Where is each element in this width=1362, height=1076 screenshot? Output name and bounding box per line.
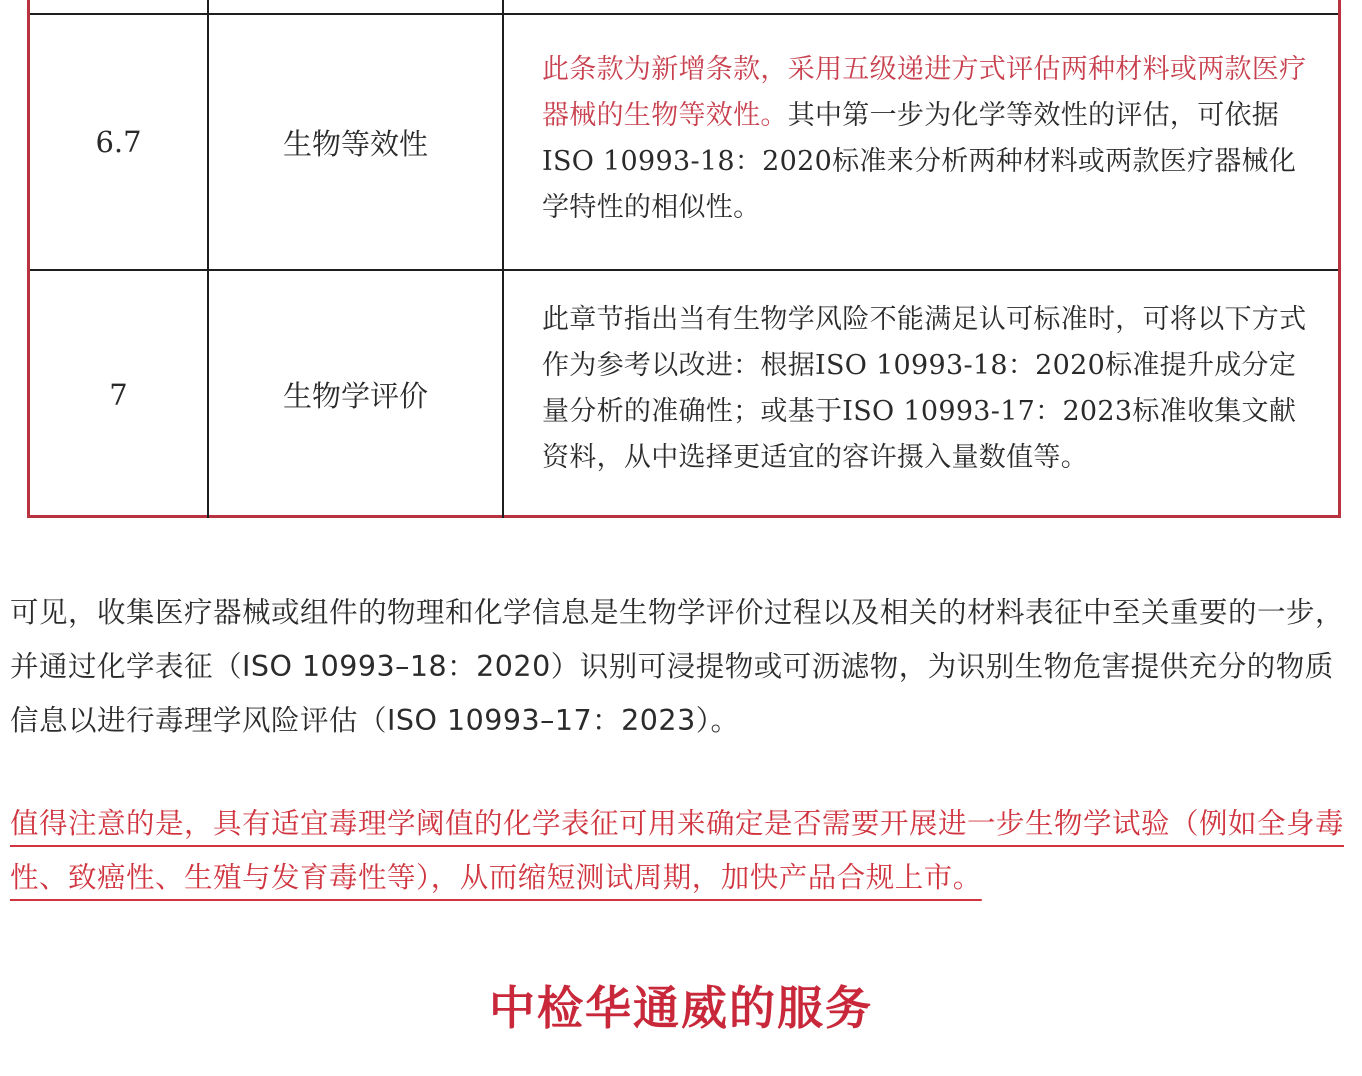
clause-topic: 生物等效性 [209,15,504,269]
clause-topic: 生物学评价 [209,271,504,518]
clause-content-rest: 其中第一步为化学等效性的评估，可依据ISO 10993-18：2020标准来分析两种材料或两款医疗器械化学特性的相似性。 [542,100,1297,223]
highlighted-paragraph [10,797,1362,905]
table-cell [30,0,209,13]
table-row [30,271,1338,518]
section-title: 中检华通威的服务 [489,981,873,1035]
clause-number: 6.7 [30,15,209,269]
clause-content: 此章节指出当有生物学风险不能满足认可标准时，可将以下方式作为参考以改进：根据ISO 10993-18：2020标准提升成分定量分析的准确性；或基于ISO 10993-17：2023标准收集文献资料，从中选择更适宜的容许摄入量数值等。 [542,304,1307,473]
standard-changes-table [27,0,1341,518]
highlighted-paragraph-text: 值得注意的是，具有适宜毒理学阈值的化学表征可用来确定是否需要开展进一步生物学试验（例如全身毒性、致癌性、生殖与发育毒性等），从而缩短测试周期，加快产品合规上市。 [10,807,1345,894]
clause-content-cell [504,271,1341,518]
clause-number: 7 [30,271,209,518]
table-row [30,15,1338,271]
table-cell [504,0,1341,13]
article-paragraph: 可见，收集医疗器械或组件的物理和化学信息是生物学评价过程以及相关的材料表征中至关重要的一步，并通过化学表征（ISO 10993–18：2020）识别可浸提物或可沥滤物，为识别生物危害提供充分的物质信息以进行毒理学风险评估（ISO 10993–17：2023）。 [10,596,1345,737]
clause-content-cell [504,15,1341,269]
standard-changes-table-image [0,0,1362,532]
clause-content-highlight: 此条款为新增条款，采用五级递进方式评估两种材料或两款医疗器械的生物等效性。 [542,54,1307,131]
clause-content [542,47,1323,231]
table-cell [209,0,504,13]
table-row-partial [30,0,1338,15]
